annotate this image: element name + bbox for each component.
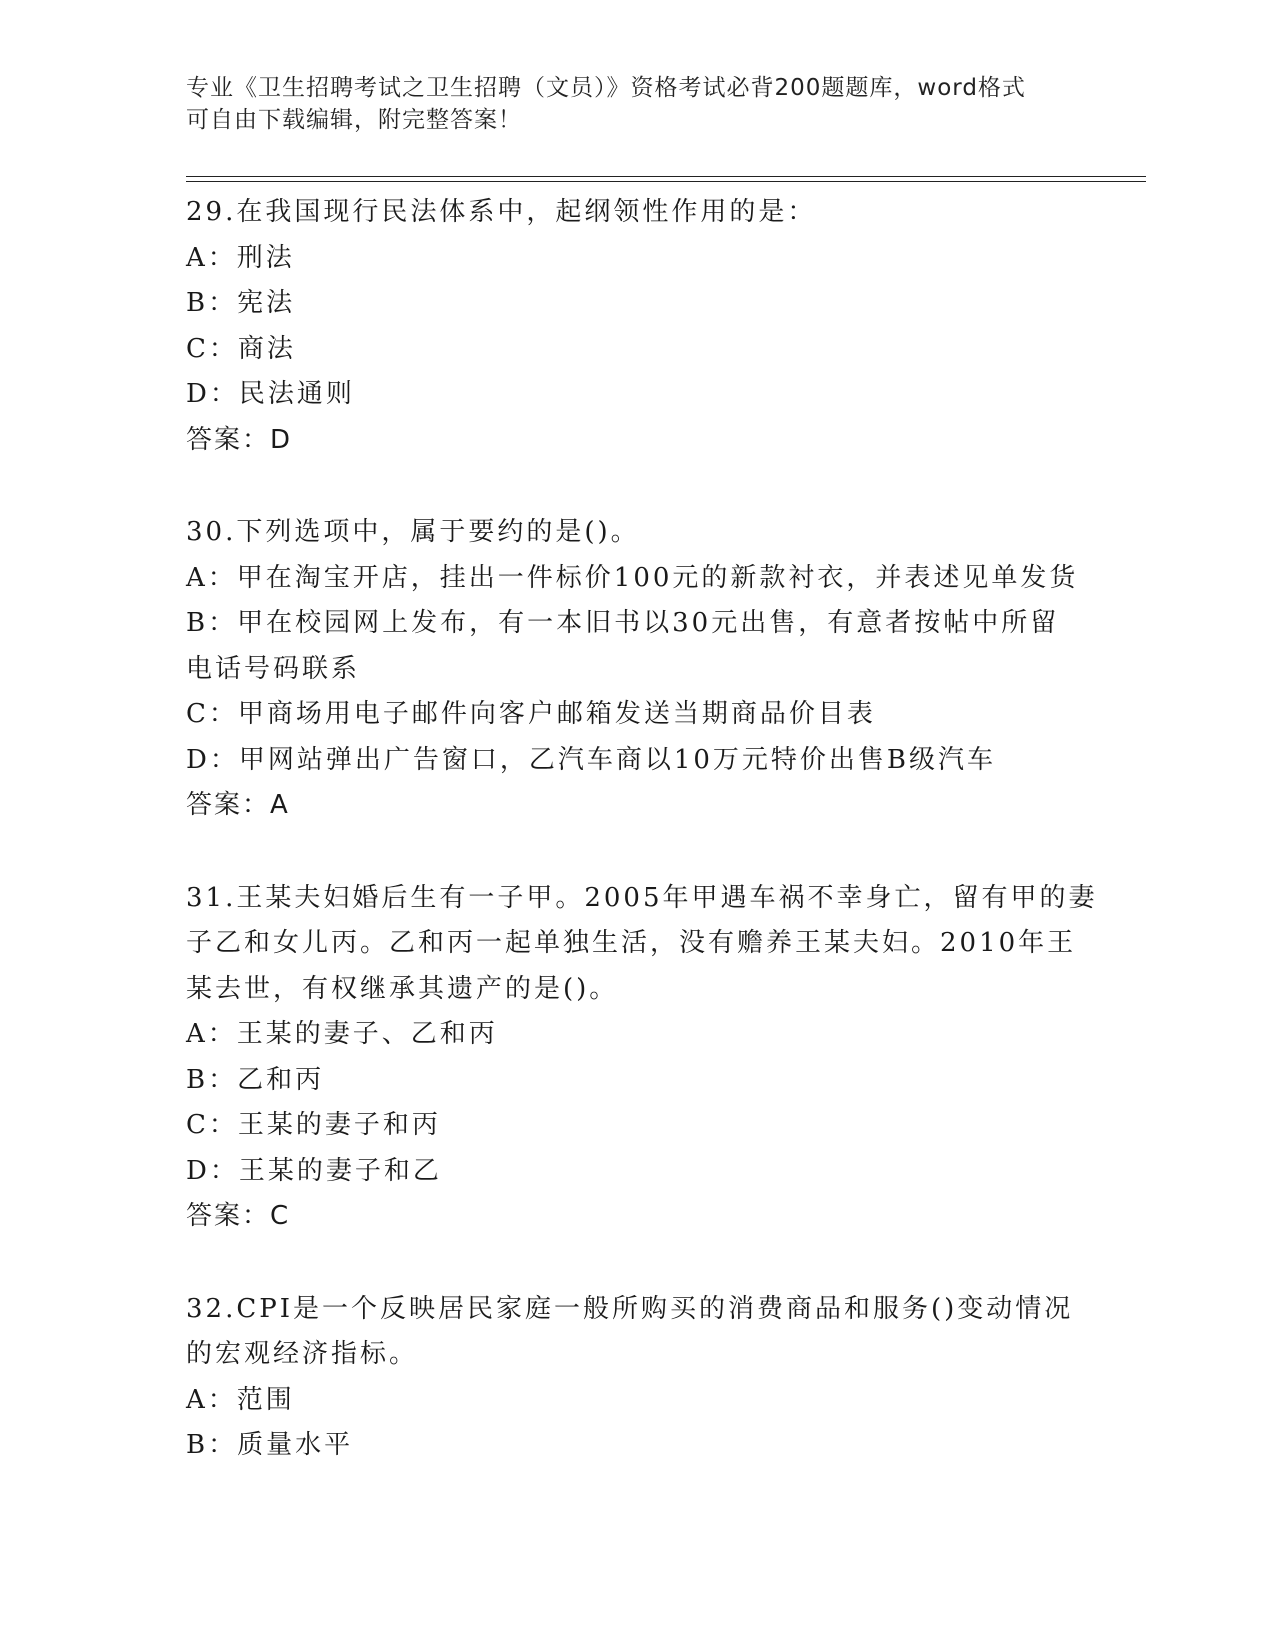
option-line: B：宪法 [186,288,296,318]
question-stem: 30.下列选项中，属于要约的是()。 [186,517,640,547]
option-line: D：甲网站弹出广告窗口，乙汽车商以10万元特价出售B级汽车 [186,744,997,775]
question-stem: 的宏观经济指标。 [186,1339,419,1369]
question-stem: 子乙和女儿丙。乙和丙一起单独生活，没有赡养王某夫妇。2010年王 [186,928,1077,958]
header-line-2: 可自由下载编辑，附完整答案！ [186,107,522,133]
option-line: B：乙和丙 [186,1064,325,1095]
option-line: A：王某的妻子、乙和丙 [186,1019,498,1049]
question-block [186,876,1098,1240]
option-line: B：质量水平 [186,1430,354,1460]
question-stem: 某去世，有权继承其遗产的是()。 [186,973,619,1004]
option-line: A：刑法 [186,242,295,273]
answer-line: 答案：C [186,1201,291,1231]
option-line: A：甲在淘宝开店，挂出一件标价100元的新款衬衣，并表述见单发货 [186,562,1079,593]
header-divider-top [186,176,1146,177]
question-block [186,510,1086,829]
document-header [186,72,1066,136]
answer-line: 答案：A [186,790,290,820]
option-line: B：甲在校园网上发布，有一本旧书以30元出售，有意者按帖中所留 [186,608,1060,638]
option-line: D：王某的妻子和乙 [186,1155,442,1186]
question-stem: 29.在我国现行民法体系中，起纲领性作用的是： [186,197,817,227]
option-line: C：甲商场用电子邮件向客户邮箱发送当期商品价目表 [186,699,876,729]
question-stem: 32.CPI是一个反映居民家庭一般所购买的消费商品和服务()变动情况 [186,1293,1074,1324]
option-line: C：商法 [186,333,296,364]
option-line: C：王某的妻子和丙 [186,1110,441,1140]
option-line: A：范围 [186,1384,295,1415]
question-block [186,190,1086,463]
option-line: 电话号码联系 [186,653,361,684]
question-block [186,1287,1086,1469]
answer-line: 答案：D [186,424,293,455]
question-list [186,190,1098,1516]
header-line-1: 专业《卫生招聘考试之卫生招聘（文员）》资格考试必背200题题库，word格式 [186,75,1026,101]
header-divider-bottom [186,181,1146,182]
option-line: D：民法通则 [186,379,355,409]
question-stem: 31.王某夫妇婚后生有一子甲。2005年甲遇车祸不幸身亡，留有甲的妻 [186,882,1098,913]
